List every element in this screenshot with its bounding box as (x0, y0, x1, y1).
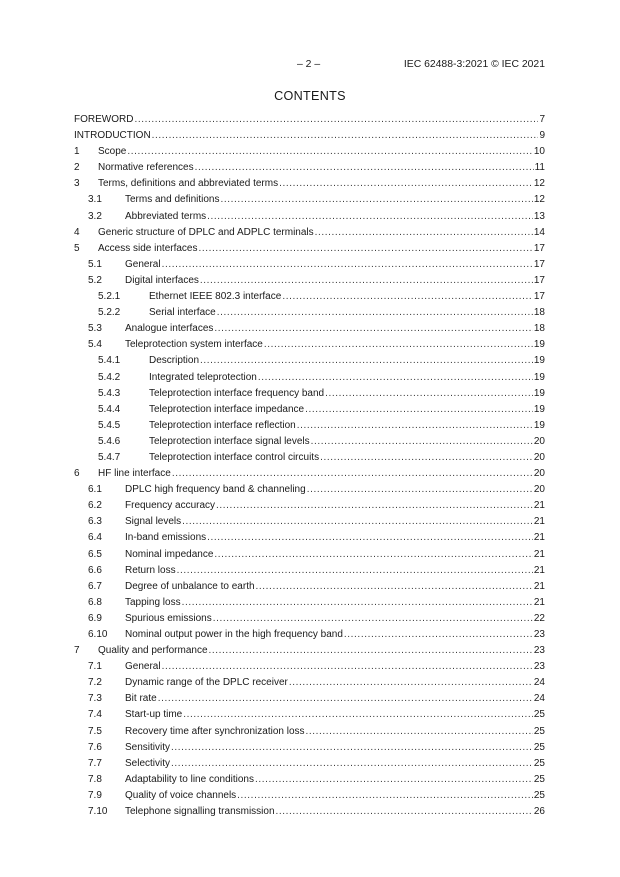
toc-entry[interactable] (74, 209, 545, 225)
toc-entry-title: Dynamic range of the DPLC receiver (125, 677, 288, 689)
toc-entry-title: Frequency accuracy (125, 500, 216, 512)
toc-entry-body (125, 321, 545, 337)
toc-entry-number: 3.2 (88, 210, 102, 222)
toc-entry[interactable] (74, 273, 545, 289)
toc-entry-page: 21 (533, 532, 545, 544)
toc-entry-title: Teleprotection interface control circuits (149, 451, 320, 463)
toc-entry-page: 24 (533, 693, 545, 705)
toc-entry-number: 5.2.1 (98, 291, 121, 303)
toc-entry-number: 5.4.4 (98, 403, 121, 415)
toc-entry-number: 6.7 (88, 580, 102, 592)
toc-entry-page: 22 (533, 612, 545, 624)
toc-entry-number: 5.1 (88, 258, 102, 270)
toc-entry-title: HF line interface (98, 468, 171, 480)
toc-entry-title: DPLC high frequency band & channeling (125, 484, 306, 496)
toc-dot-leader (182, 514, 533, 530)
toc-entry[interactable] (74, 176, 545, 192)
toc-entry-body (149, 402, 545, 418)
toc-dot-leader (282, 289, 533, 305)
toc-entry-number: 6 (74, 468, 80, 480)
toc-entry-body (149, 289, 545, 305)
toc-entry-page: 18 (533, 323, 545, 335)
toc-dot-leader (213, 611, 533, 627)
toc-dot-leader (216, 498, 533, 514)
toc-entry-page: 23 (533, 645, 545, 657)
standard-identifier: IEC 62488-3:2021 © IEC 2021 (403, 59, 545, 70)
toc-entry-body (149, 305, 545, 321)
toc-dot-leader (183, 707, 533, 723)
toc-entry-body (125, 740, 545, 756)
toc-dot-leader (258, 370, 533, 386)
toc-entry[interactable] (74, 225, 545, 241)
toc-entry-number: 5.4.2 (98, 371, 121, 383)
toc-entry-body (149, 370, 545, 386)
toc-entry-page: 11 (534, 162, 545, 174)
toc-entry[interactable] (74, 353, 545, 369)
toc-entry-body (125, 547, 545, 563)
toc-dot-leader (207, 209, 533, 225)
toc-entry[interactable] (74, 160, 545, 176)
toc-entry-page: 21 (533, 596, 545, 608)
toc-entry-number: 2 (74, 162, 80, 174)
toc-entry-title: Teleprotection interface frequency band (149, 387, 325, 399)
toc-entry-title: Nominal impedance (125, 548, 214, 560)
toc-entry-page: 21 (533, 564, 545, 576)
toc-entry[interactable] (74, 192, 545, 208)
toc-entry-number: 3.1 (88, 194, 102, 206)
toc-entry-title: FOREWORD (74, 114, 134, 125)
toc-dot-leader (177, 563, 533, 579)
toc-entry-body (125, 192, 545, 208)
toc-entry-title: Ethernet IEEE 802.3 interface (149, 291, 282, 303)
toc-entry-page: 19 (533, 371, 545, 383)
toc-entry-number: 5.4.1 (98, 355, 121, 367)
toc-dot-leader (297, 418, 533, 434)
toc-dot-leader (214, 547, 532, 563)
toc-dot-leader (200, 353, 533, 369)
toc-entry-page: 20 (533, 468, 545, 480)
toc-entry-number: 7.5 (88, 725, 102, 737)
toc-entry-number: 6.6 (88, 564, 102, 576)
toc-entry[interactable] (74, 675, 545, 691)
toc-entry[interactable] (74, 370, 545, 386)
toc-entry-number: 7.7 (88, 757, 102, 769)
toc-entry-number: 5.2.2 (98, 307, 121, 319)
toc-entry[interactable] (74, 643, 545, 659)
toc-entry-page: 21 (533, 516, 545, 528)
toc-entry-title: Selectivity (125, 757, 171, 769)
toc-entry[interactable] (74, 804, 545, 820)
toc-entry-number: 6.5 (88, 548, 102, 560)
toc-entry-title: Integrated teleprotection (149, 371, 257, 383)
toc-entry-title: General (125, 258, 161, 270)
toc-entry-body (149, 386, 545, 402)
toc-entry-body (125, 804, 545, 820)
toc-entry-page: 19 (533, 355, 545, 367)
toc-entry-title: Quality of voice channels (125, 789, 237, 801)
toc-entry-number: 5.4.6 (98, 435, 121, 447)
toc-dot-leader (214, 321, 532, 337)
toc-entry-title: Return loss (125, 564, 176, 576)
toc-entry-number: 5.4.5 (98, 419, 121, 431)
toc-entry-body (98, 176, 545, 192)
page-header (0, 59, 620, 73)
toc-entry-page: 17 (533, 242, 545, 254)
toc-entry[interactable] (74, 241, 545, 257)
toc-entry-page: 25 (533, 709, 545, 721)
toc-entry[interactable] (74, 627, 545, 643)
toc-entry[interactable] (74, 418, 545, 434)
toc-entry-body (98, 643, 545, 659)
toc-entry-page: 12 (533, 178, 545, 190)
toc-entry-number: 7.4 (88, 709, 102, 721)
toc-entry-body (98, 225, 545, 241)
toc-entry[interactable] (74, 450, 545, 466)
toc-entry[interactable] (74, 707, 545, 723)
toc-dot-leader (199, 241, 533, 257)
toc-entry[interactable] (74, 611, 545, 627)
toc-entry-number: 5.2 (88, 274, 102, 286)
toc-entry[interactable] (74, 756, 545, 772)
toc-entry[interactable] (74, 788, 545, 804)
toc-entry-title: In-band emissions (125, 532, 207, 544)
toc-entry-body (125, 498, 545, 514)
toc-entry-body (125, 772, 545, 788)
toc-entry[interactable] (74, 563, 545, 579)
toc-entry-title: Analogue interfaces (125, 323, 214, 335)
toc-entry-page: 19 (533, 403, 545, 415)
toc-entry[interactable] (74, 434, 545, 450)
toc-dot-leader (289, 675, 533, 691)
toc-entry-page: 25 (533, 757, 545, 769)
toc-entry-title: Teleprotection system interface (125, 339, 263, 351)
toc-entry-page: 21 (533, 548, 545, 560)
toc-entry-title: Access side interfaces (98, 242, 198, 254)
toc-dot-leader (255, 772, 533, 788)
toc-entry-page: 25 (533, 741, 545, 753)
toc-entry-page: 7 (539, 114, 545, 125)
toc-entry-number: 3 (74, 178, 80, 190)
toc-entry-title: Teleprotection interface signal levels (149, 435, 310, 447)
toc-entry-number: 6.2 (88, 500, 102, 512)
toc-entry-body (125, 691, 545, 707)
toc-entry-title: Adaptability to line conditions (125, 773, 254, 785)
toc-entry-number: 7.2 (88, 677, 102, 689)
page-number: – 2 – (297, 59, 321, 70)
toc-entry-page: 20 (533, 435, 545, 447)
toc-entry-title: Description (149, 355, 200, 367)
toc-dot-leader (171, 756, 533, 772)
toc-dot-leader (307, 482, 533, 498)
toc-entry-body (98, 160, 545, 176)
toc-entry[interactable] (74, 514, 545, 530)
toc-dot-leader (306, 724, 533, 740)
toc-dot-leader (221, 192, 533, 208)
toc-entry-page: 25 (533, 789, 545, 801)
toc-dot-leader (325, 386, 533, 402)
toc-entry-title: Telephone signalling transmission (125, 806, 275, 818)
toc-entry-number: 7.9 (88, 789, 102, 801)
toc-dot-leader (171, 740, 533, 756)
toc-entry-number: 6.9 (88, 612, 102, 624)
toc-entry-page: 25 (533, 773, 545, 785)
toc-dot-leader (152, 128, 539, 144)
toc-entry-page: 20 (533, 451, 545, 463)
toc-entry-body (125, 209, 545, 225)
toc-entry-body (125, 707, 545, 723)
toc-dot-leader (127, 144, 533, 160)
toc-entry-page: 23 (533, 661, 545, 673)
toc-entry-number: 4 (74, 226, 80, 238)
toc-entry-number: 6.8 (88, 596, 102, 608)
toc-entry-number: 6.10 (88, 629, 108, 640)
toc-entry-page: 21 (533, 580, 545, 592)
toc-entry-page: 10 (533, 146, 545, 158)
toc-entry-body (125, 563, 545, 579)
toc-entry[interactable] (74, 724, 545, 740)
toc-entry-title: Signal levels (125, 516, 182, 528)
page-title: CONTENTS (274, 89, 346, 103)
toc-entry-title: Spurious emissions (125, 612, 212, 624)
toc-entry-number: 7.1 (88, 661, 102, 673)
toc-entry-body (74, 128, 545, 144)
toc-dot-leader (195, 160, 534, 176)
toc-entry[interactable] (74, 305, 545, 321)
toc-dot-leader (217, 305, 533, 321)
toc-entry-number: 6.1 (88, 484, 102, 496)
toc-entry[interactable] (74, 386, 545, 402)
toc-entry-title: Degree of unbalance to earth (125, 580, 255, 592)
toc-entry-number: 5 (74, 242, 80, 254)
toc-entry-number: 5.4.3 (98, 387, 121, 399)
toc-entry[interactable] (74, 128, 545, 144)
toc-entry[interactable] (74, 321, 545, 337)
toc-entry[interactable] (74, 530, 545, 546)
toc-entry-page: 19 (533, 419, 545, 431)
toc-entry-body (125, 579, 545, 595)
toc-entry-body (149, 434, 545, 450)
toc-entry-title: Recovery time after synchronization loss (125, 725, 305, 737)
toc-entry-number: 5.4.7 (98, 451, 121, 463)
toc-dot-leader (305, 402, 533, 418)
toc-entry-body (125, 724, 545, 740)
toc-entry-body (125, 530, 545, 546)
toc-dot-leader (172, 466, 533, 482)
toc-entry-number: 6.4 (88, 532, 102, 544)
toc-entry-body (98, 144, 545, 160)
toc-entry-page: 19 (533, 339, 545, 351)
toc-entry-title: Digital interfaces (125, 274, 199, 286)
toc-entry-page: 23 (533, 629, 545, 640)
toc-entry[interactable] (74, 402, 545, 418)
toc-entry-page: 14 (533, 226, 545, 238)
toc-entry-body (149, 353, 545, 369)
toc-entry-number: 5.3 (88, 323, 102, 335)
toc-entry-page: 9 (539, 130, 545, 142)
toc-entry-title: Sensitivity (125, 741, 171, 753)
toc-dot-leader (209, 643, 533, 659)
toc-entry[interactable] (74, 595, 545, 611)
toc-entry-number: 7 (74, 645, 80, 657)
toc-dot-leader (256, 579, 533, 595)
toc-entry-body (125, 788, 545, 804)
toc-entry-body (98, 241, 545, 257)
toc-dot-leader (162, 659, 533, 675)
toc-entry-body (125, 756, 545, 772)
toc-entry[interactable] (74, 691, 545, 707)
toc-dot-leader (134, 112, 538, 128)
toc-entry-title: Start-up time (125, 709, 183, 721)
toc-entry-body (125, 611, 545, 627)
toc-entry-title: INTRODUCTION (74, 130, 151, 142)
toc-entry-page: 18 (533, 307, 545, 319)
toc-entry[interactable] (74, 144, 545, 160)
toc-entry-body (125, 595, 545, 611)
toc-dot-leader (311, 434, 533, 450)
toc-entry-page: 17 (533, 258, 545, 270)
toc-entry-title: Quality and performance (98, 645, 208, 657)
toc-entry[interactable] (74, 547, 545, 563)
toc-entry-body (149, 450, 545, 466)
toc-entry-title: Abbreviated terms (125, 210, 207, 222)
toc-entry-page: 24 (533, 677, 545, 689)
toc-entry-page: 17 (533, 274, 545, 286)
toc-entry-number: 7.8 (88, 773, 102, 785)
toc-dot-leader (182, 595, 533, 611)
toc-entry-page: 17 (533, 291, 545, 303)
toc-entry-page: 12 (533, 194, 545, 206)
toc-entry[interactable] (74, 740, 545, 756)
toc-entry-title: Teleprotection interface reflection (149, 419, 296, 431)
toc-entry-body (125, 482, 545, 498)
toc-entry[interactable] (74, 659, 545, 675)
toc-dot-leader (315, 225, 533, 241)
toc-entry-title: Terms and definitions (125, 194, 220, 206)
toc-entry-body (98, 466, 545, 482)
toc-entry-title: Scope (98, 146, 127, 158)
toc-entry-body (125, 627, 545, 643)
toc-entry[interactable] (74, 498, 545, 514)
toc-dot-leader (264, 337, 533, 353)
toc-entry[interactable] (74, 337, 545, 353)
toc-entry-title: Generic structure of DPLC and ADPLC terminals (98, 226, 314, 238)
toc-entry-title: Serial interface (149, 307, 216, 319)
toc-entry[interactable] (74, 289, 545, 305)
toc-entry-page: 25 (533, 725, 545, 737)
table-of-contents (74, 112, 545, 820)
toc-entry-page: 20 (533, 484, 545, 496)
toc-dot-leader (237, 788, 533, 804)
toc-entry-number: 1 (74, 146, 80, 158)
toc-entry-title: Nominal output power in the high frequency band (125, 629, 343, 640)
toc-entry-title: Tapping loss (125, 596, 181, 608)
toc-entry-body (125, 257, 545, 273)
toc-entry[interactable] (74, 579, 545, 595)
toc-dot-leader (162, 257, 533, 273)
toc-entry-number: 7.6 (88, 741, 102, 753)
toc-entry-number: 6.3 (88, 516, 102, 528)
toc-entry[interactable] (74, 112, 545, 128)
toc-entry-body (149, 418, 545, 434)
toc-dot-leader (320, 450, 533, 466)
toc-entry-title: General (125, 661, 161, 673)
toc-entry-title: Teleprotection interface impedance (149, 403, 305, 415)
toc-dot-leader (200, 273, 533, 289)
toc-entry-page: 19 (533, 387, 545, 399)
toc-dot-leader (279, 176, 533, 192)
toc-entry-number: 7.10 (88, 806, 108, 818)
toc-entry[interactable] (74, 482, 545, 498)
toc-entry-title: Bit rate (125, 693, 157, 705)
toc-dot-leader (207, 530, 533, 546)
toc-entry[interactable] (74, 257, 545, 273)
toc-entry-body (74, 112, 545, 128)
toc-dot-leader (276, 804, 533, 820)
toc-entry-title: Terms, definitions and abbreviated terms (98, 178, 279, 190)
toc-entry-body (125, 659, 545, 675)
toc-entry[interactable] (74, 772, 545, 788)
toc-dot-leader (344, 627, 533, 643)
toc-entry-page: 13 (533, 210, 545, 222)
toc-entry-body (125, 675, 545, 691)
toc-entry-page: 21 (533, 500, 545, 512)
toc-entry-body (125, 514, 545, 530)
toc-entry-body (125, 273, 545, 289)
toc-entry[interactable] (74, 466, 545, 482)
toc-entry-number: 5.4 (88, 339, 102, 351)
toc-entry-title: Normative references (98, 162, 194, 174)
toc-dot-leader (158, 691, 533, 707)
toc-entry-number: 7.3 (88, 693, 102, 705)
toc-entry-body (125, 337, 545, 353)
toc-entry-page: 26 (533, 806, 545, 818)
